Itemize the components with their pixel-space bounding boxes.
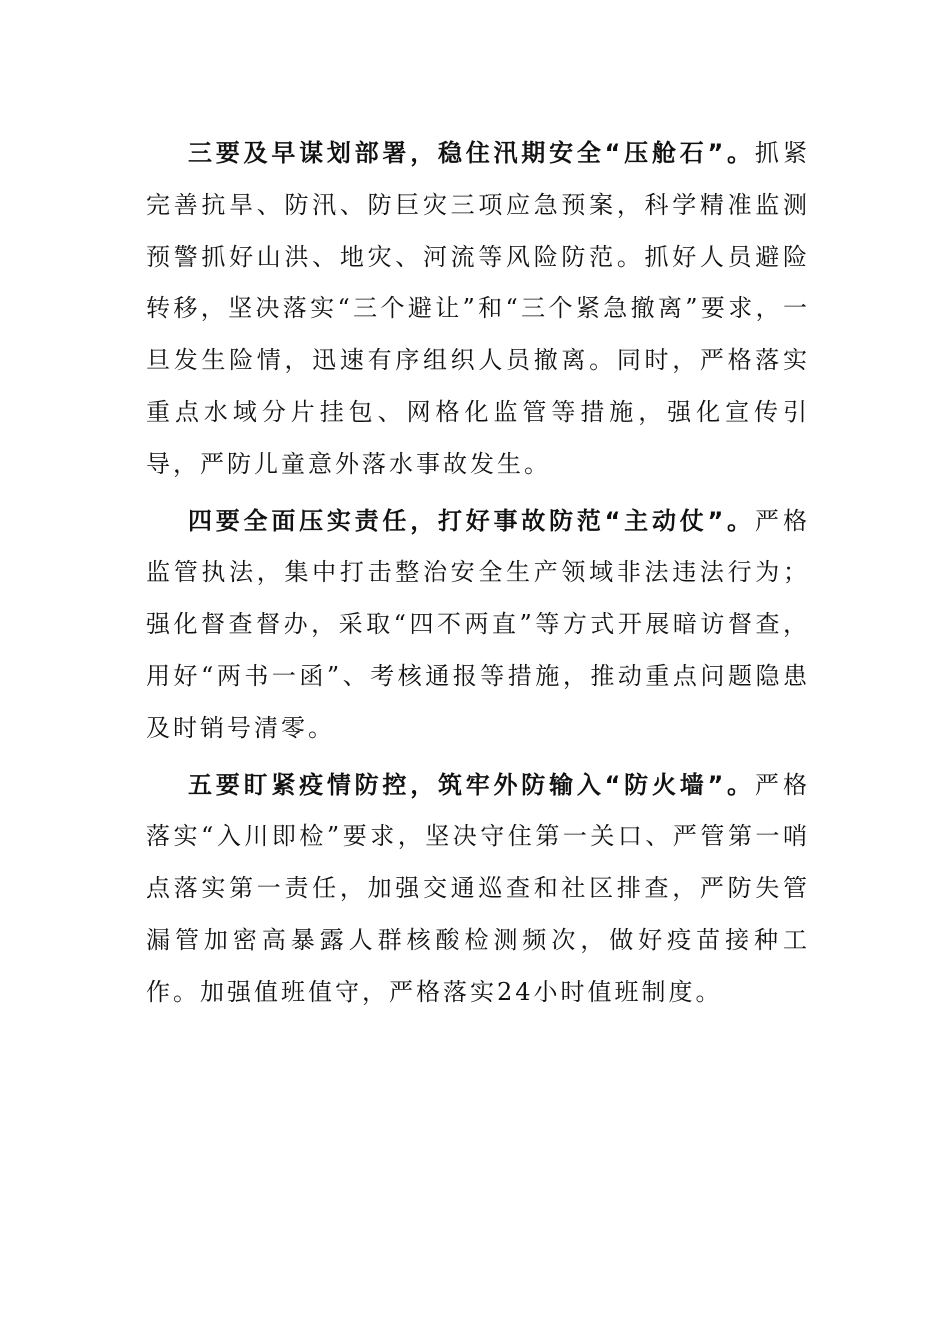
paragraph-text: 严格监管执法，集中打击整治安全生产领域非法违法行为；强化督查督办，采取“四不两直”等方式开展暗访督查，用好“两书一函”、考核通报等措施，推动重点问题隐患及时销号清零。 <box>146 506 811 742</box>
paragraph-four <box>146 496 810 755</box>
paragraph-five <box>146 760 810 1019</box>
paragraph-text: 严格落实“入川即检”要求，坚决守住第一关口、严管第一哨点落实第一责任，加强交通巡查和社区排查，严防失管漏管加密高暴露人群核酸检测频次，做好疫苗接种工作。加强值班值守，严格落实24小时值班制度。 <box>146 770 811 1006</box>
paragraph-three <box>146 128 810 491</box>
paragraph-text: 抓紧完善抗旱、防汛、防巨灾三项应急预案，科学精准监测预警抓好山洪、地灾、河流等风险防范。抓好人员避险转移，坚决落实“三个避让”和“三个紧急撤离”要求，一旦发生险情，迅速有序组织人员撤离。同时，严格落实重点水域分片挂包、网格化监管等措施，强化宣传引导，严防儿童意外落水事故发生。 <box>146 139 811 478</box>
document-body <box>146 128 810 1024</box>
paragraph-heading: 四要全面压实责任，打好事故防范“主动仗”。 <box>188 506 755 535</box>
paragraph-heading: 五要盯紧疫情防控，筑牢外防输入“防火墙”。 <box>188 770 755 799</box>
paragraph-heading: 三要及早谋划部署，稳住汛期安全“压舱石”。 <box>188 139 755 167</box>
